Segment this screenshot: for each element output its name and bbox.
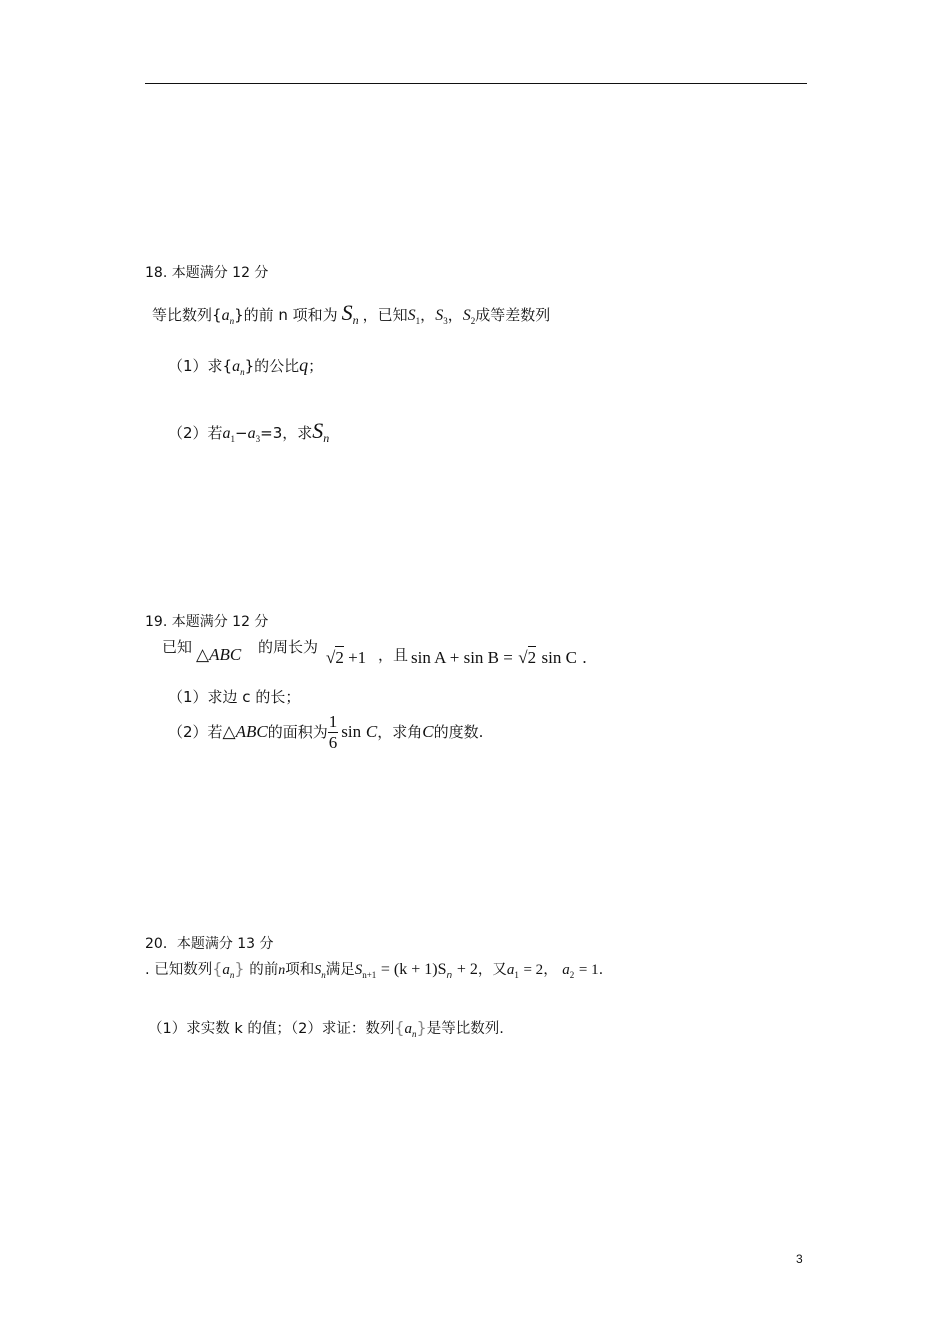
q19-stem-perimeter-label: 的周长为 (258, 638, 319, 656)
q20-heading: 20．本题满分 13 分 (145, 936, 274, 952)
q18-part1: （1）求$\{a_n\}$的公比q； (168, 355, 324, 377)
perimeter-value: √2 +1 (326, 648, 367, 667)
page-number: 3 (796, 1252, 803, 1266)
q19-part2: （2）若△ABC的面积为 $\frac{1}{6}$ sin C，求角C的度数. (168, 712, 484, 752)
q20-parts: （1）求实数 k 的值；（2）求证：数列$\{a_n\}$是等比数列. (148, 1018, 504, 1039)
q18-heading: 18. 本题满分 12 分 (145, 265, 269, 281)
area-fraction: $\frac{1}{6}$ (328, 712, 338, 752)
triangle-abc: △ABC (196, 645, 242, 664)
header-rule (145, 83, 807, 84)
q19-stem-and: ，且 (378, 646, 409, 664)
q19-stem-intro: 已知 (162, 638, 193, 656)
q20-stem: . 已知数列$\{a_n\}$ 的前n项和$S_n$满足$S_{n+1} = (k + 1)S_n + 2$，又$a_1 = 2$， $a_2 = 1$. (145, 959, 604, 981)
q19-sine-equation: sin A + sin B = √2 sin C . (411, 648, 587, 667)
q18-stem: 等比数列$\{a_n\}$的前 n 项和为 Sn ，已知$S_1$，$S_3$，$S_2$成等差数列 (152, 300, 551, 327)
q19-heading: 19. 本题满分 12 分 (145, 614, 269, 630)
q19-part1: （1）求边 c 的长； (168, 688, 301, 706)
q18-part2: （2）若$a_1-a_3=3$，求Sn (168, 418, 330, 445)
